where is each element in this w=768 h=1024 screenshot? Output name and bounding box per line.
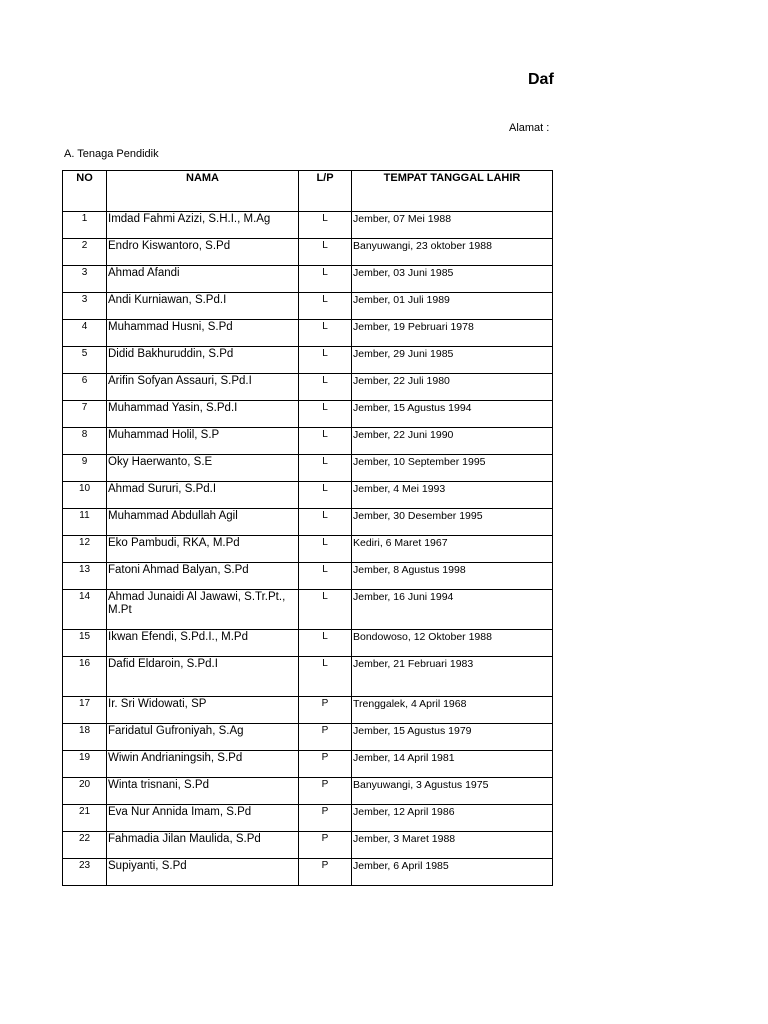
cell-no: 19 (63, 751, 107, 778)
cell-ttl: Jember, 22 Juli 1980 (352, 374, 553, 401)
table-row (63, 320, 553, 347)
cell-lp: L (299, 347, 352, 374)
cell-ttl: Jember, 15 Agustus 1979 (352, 724, 553, 751)
cell-nama: Muhammad Yasin, S.Pd.I (107, 401, 299, 428)
cell-ttl: Jember, 03 Juni 1985 (352, 266, 553, 293)
cell-ttl: Jember, 19 Pebruari 1978 (352, 320, 553, 347)
table-row (63, 482, 553, 509)
cell-nama: Arifin Sofyan Assauri, S.Pd.I (107, 374, 299, 401)
cell-ttl: Trenggalek, 4 April 1968 (352, 697, 553, 724)
cell-ttl: Bondowoso, 12 Oktober 1988 (352, 630, 553, 657)
cell-lp: L (299, 374, 352, 401)
cell-nama: Ahmad Junaidi Al Jawawi, S.Tr.Pt., M.Pt (107, 590, 299, 630)
cell-nama: Muhammad Abdullah Agil (107, 509, 299, 536)
cell-lp: L (299, 212, 352, 239)
cell-lp: L (299, 293, 352, 320)
table-row (63, 832, 553, 859)
cell-lp: P (299, 778, 352, 805)
cell-no: 12 (63, 536, 107, 563)
table-row (63, 563, 553, 590)
cell-no: 15 (63, 630, 107, 657)
table-row (63, 536, 553, 563)
cell-nama: Imdad Fahmi Azizi, S.H.I., M.Ag (107, 212, 299, 239)
cell-no: 9 (63, 455, 107, 482)
staff-table (62, 170, 553, 886)
table-row (63, 239, 553, 266)
cell-ttl: Jember, 07 Mei 1988 (352, 212, 553, 239)
cell-ttl: Jember, 29 Juni 1985 (352, 347, 553, 374)
cell-nama: Endro Kiswantoro, S.Pd (107, 239, 299, 266)
cell-lp: P (299, 832, 352, 859)
cell-nama: Didid Bakhuruddin, S.Pd (107, 347, 299, 374)
cell-no: 14 (63, 590, 107, 630)
cell-nama: Ahmad Afandi (107, 266, 299, 293)
cell-lp: L (299, 590, 352, 630)
cell-no: 17 (63, 697, 107, 724)
cell-nama: Ikwan Efendi, S.Pd.I., M.Pd (107, 630, 299, 657)
table-row (63, 374, 553, 401)
cell-no: 3 (63, 293, 107, 320)
table-row (63, 212, 553, 239)
table-row (63, 778, 553, 805)
cell-nama: Ir. Sri Widowati, SP (107, 697, 299, 724)
cell-lp: P (299, 697, 352, 724)
table-row (63, 751, 553, 778)
cell-nama: Fahmadia Jilan Maulida, S.Pd (107, 832, 299, 859)
cell-nama: Muhammad Husni, S.Pd (107, 320, 299, 347)
address-label: Alamat : (509, 122, 550, 134)
cell-no: 16 (63, 657, 107, 697)
cell-nama: Oky Haerwanto, S.E (107, 455, 299, 482)
cell-no: 22 (63, 832, 107, 859)
cell-no: 7 (63, 401, 107, 428)
cell-lp: P (299, 859, 352, 886)
column-header-lp: L/P (299, 171, 352, 212)
page-title: Daf (528, 71, 554, 88)
table-body (63, 212, 553, 886)
table-row (63, 805, 553, 832)
column-header-nama: NAMA (107, 171, 299, 212)
table-row (63, 293, 553, 320)
cell-lp: L (299, 536, 352, 563)
cell-ttl: Jember, 14 April 1981 (352, 751, 553, 778)
table-row (63, 724, 553, 751)
table-row (63, 347, 553, 374)
cell-nama: Dafid Eldaroin, S.Pd.I (107, 657, 299, 697)
cell-ttl: Kediri, 6 Maret 1967 (352, 536, 553, 563)
section-heading: A. Tenaga Pendidik (64, 148, 159, 160)
cell-lp: L (299, 239, 352, 266)
cell-ttl: Jember, 21 Februari 1983 (352, 657, 553, 697)
table-row (63, 455, 553, 482)
cell-nama: Andi Kurniawan, S.Pd.I (107, 293, 299, 320)
cell-lp: L (299, 428, 352, 455)
cell-no: 6 (63, 374, 107, 401)
cell-lp: L (299, 320, 352, 347)
cell-no: 1 (63, 212, 107, 239)
table-row (63, 697, 553, 724)
cell-nama: Ahmad Sururi, S.Pd.I (107, 482, 299, 509)
cell-no: 20 (63, 778, 107, 805)
cell-no: 23 (63, 859, 107, 886)
cell-no: 4 (63, 320, 107, 347)
table-row (63, 657, 553, 697)
cell-lp: L (299, 657, 352, 697)
cell-nama: Eko Pambudi, RKA, M.Pd (107, 536, 299, 563)
cell-lp: P (299, 724, 352, 751)
table-row (63, 859, 553, 886)
cell-no: 21 (63, 805, 107, 832)
table-row (63, 401, 553, 428)
cell-no: 2 (63, 239, 107, 266)
cell-lp: L (299, 455, 352, 482)
table-row (63, 428, 553, 455)
table-row (63, 266, 553, 293)
cell-no: 18 (63, 724, 107, 751)
cell-ttl: Jember, 12 April 1986 (352, 805, 553, 832)
cell-lp: L (299, 266, 352, 293)
cell-nama: Faridatul Gufroniyah, S.Ag (107, 724, 299, 751)
column-header-no: NO (63, 171, 107, 212)
cell-lp: L (299, 509, 352, 536)
cell-nama: Muhammad Holil, S.P (107, 428, 299, 455)
column-header-ttl: TEMPAT TANGGAL LAHIR (352, 171, 553, 212)
cell-lp: L (299, 401, 352, 428)
cell-lp: L (299, 482, 352, 509)
cell-nama: Fatoni Ahmad Balyan, S.Pd (107, 563, 299, 590)
cell-nama: Winta trisnani, S.Pd (107, 778, 299, 805)
cell-ttl: Banyuwangi, 3 Agustus 1975 (352, 778, 553, 805)
cell-lp: P (299, 751, 352, 778)
cell-no: 13 (63, 563, 107, 590)
cell-no: 11 (63, 509, 107, 536)
cell-nama: Wiwin Andrianingsih, S.Pd (107, 751, 299, 778)
cell-ttl: Jember, 8 Agustus 1998 (352, 563, 553, 590)
cell-ttl: Jember, 3 Maret 1988 (352, 832, 553, 859)
table-row (63, 630, 553, 657)
cell-no: 5 (63, 347, 107, 374)
cell-ttl: Jember, 22 Juni 1990 (352, 428, 553, 455)
cell-no: 3 (63, 266, 107, 293)
cell-lp: L (299, 563, 352, 590)
cell-ttl: Jember, 15 Agustus 1994 (352, 401, 553, 428)
cell-no: 8 (63, 428, 107, 455)
table-row (63, 509, 553, 536)
cell-lp: L (299, 630, 352, 657)
cell-no: 10 (63, 482, 107, 509)
cell-ttl: Jember, 16 Juni 1994 (352, 590, 553, 630)
cell-ttl: Jember, 4 Mei 1993 (352, 482, 553, 509)
cell-ttl: Jember, 10 September 1995 (352, 455, 553, 482)
cell-ttl: Jember, 30 Desember 1995 (352, 509, 553, 536)
table-row (63, 590, 553, 630)
cell-nama: Eva Nur Annida Imam, S.Pd (107, 805, 299, 832)
cell-ttl: Banyuwangi, 23 oktober 1988 (352, 239, 553, 266)
cell-nama: Supiyanti, S.Pd (107, 859, 299, 886)
cell-ttl: Jember, 01 Juli 1989 (352, 293, 553, 320)
cell-lp: P (299, 805, 352, 832)
table-header-row (63, 171, 553, 212)
cell-ttl: Jember, 6 April 1985 (352, 859, 553, 886)
